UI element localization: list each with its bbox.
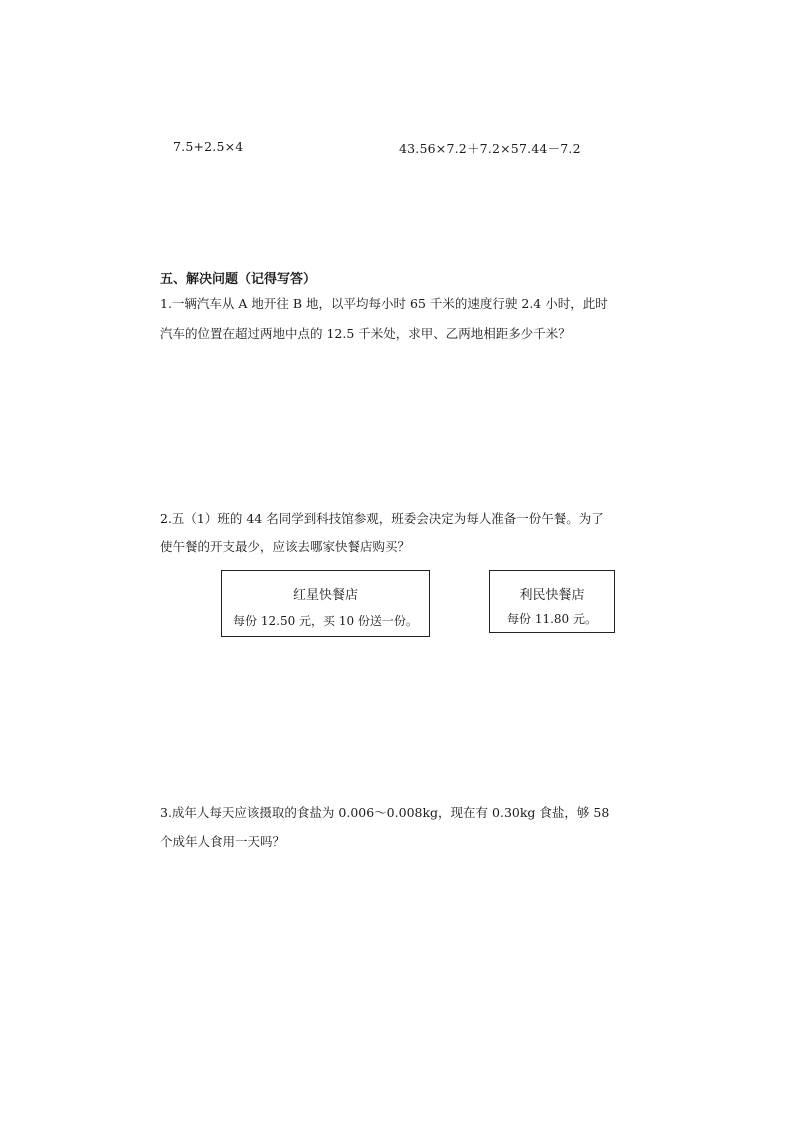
shop-box-hongxing bbox=[221, 570, 430, 637]
shop-name: 红星快餐店 bbox=[292, 588, 358, 603]
question-1-line-2: 汽车的位置在超过两地中点的 12.5 千米处，求甲、乙两地相距多少千米？ bbox=[160, 326, 571, 341]
shop-offer: 每份 11.80 元。 bbox=[507, 612, 597, 626]
question-3-line-1: 3.成年人每天应该摄取的食盐为 0.006～0.008kg，现在有 0.30kg 食盐，够 58 bbox=[160, 805, 610, 820]
question-2-line-2: 使午餐的开支最少，应该去哪家快餐店购买？ bbox=[160, 539, 411, 554]
section-title: 五、解决问题（记得写答） bbox=[160, 272, 317, 287]
calc-expression-1: 7.5+2.5×4 bbox=[173, 139, 244, 154]
question-2-line-1: 2.五（1）班的 44 名同学到科技馆参观，班委会决定为每人准备一份午餐。为了 bbox=[160, 511, 604, 526]
question-3-line-2: 个成年人食用一天吗？ bbox=[160, 834, 286, 849]
shop-offer: 每份 12.50 元，买 10 份送一份。 bbox=[233, 614, 418, 628]
shop-box-limin bbox=[489, 570, 615, 633]
question-1-line-1: 1.一辆汽车从 A 地开往 B 地，以平均每小时 65 千米的速度行驶 2.4 小时，此时 bbox=[160, 296, 608, 311]
shop-name: 利民快餐店 bbox=[519, 588, 585, 603]
calc-expression-2: 43.56×7.2＋7.2×57.44－7.2 bbox=[399, 141, 581, 156]
